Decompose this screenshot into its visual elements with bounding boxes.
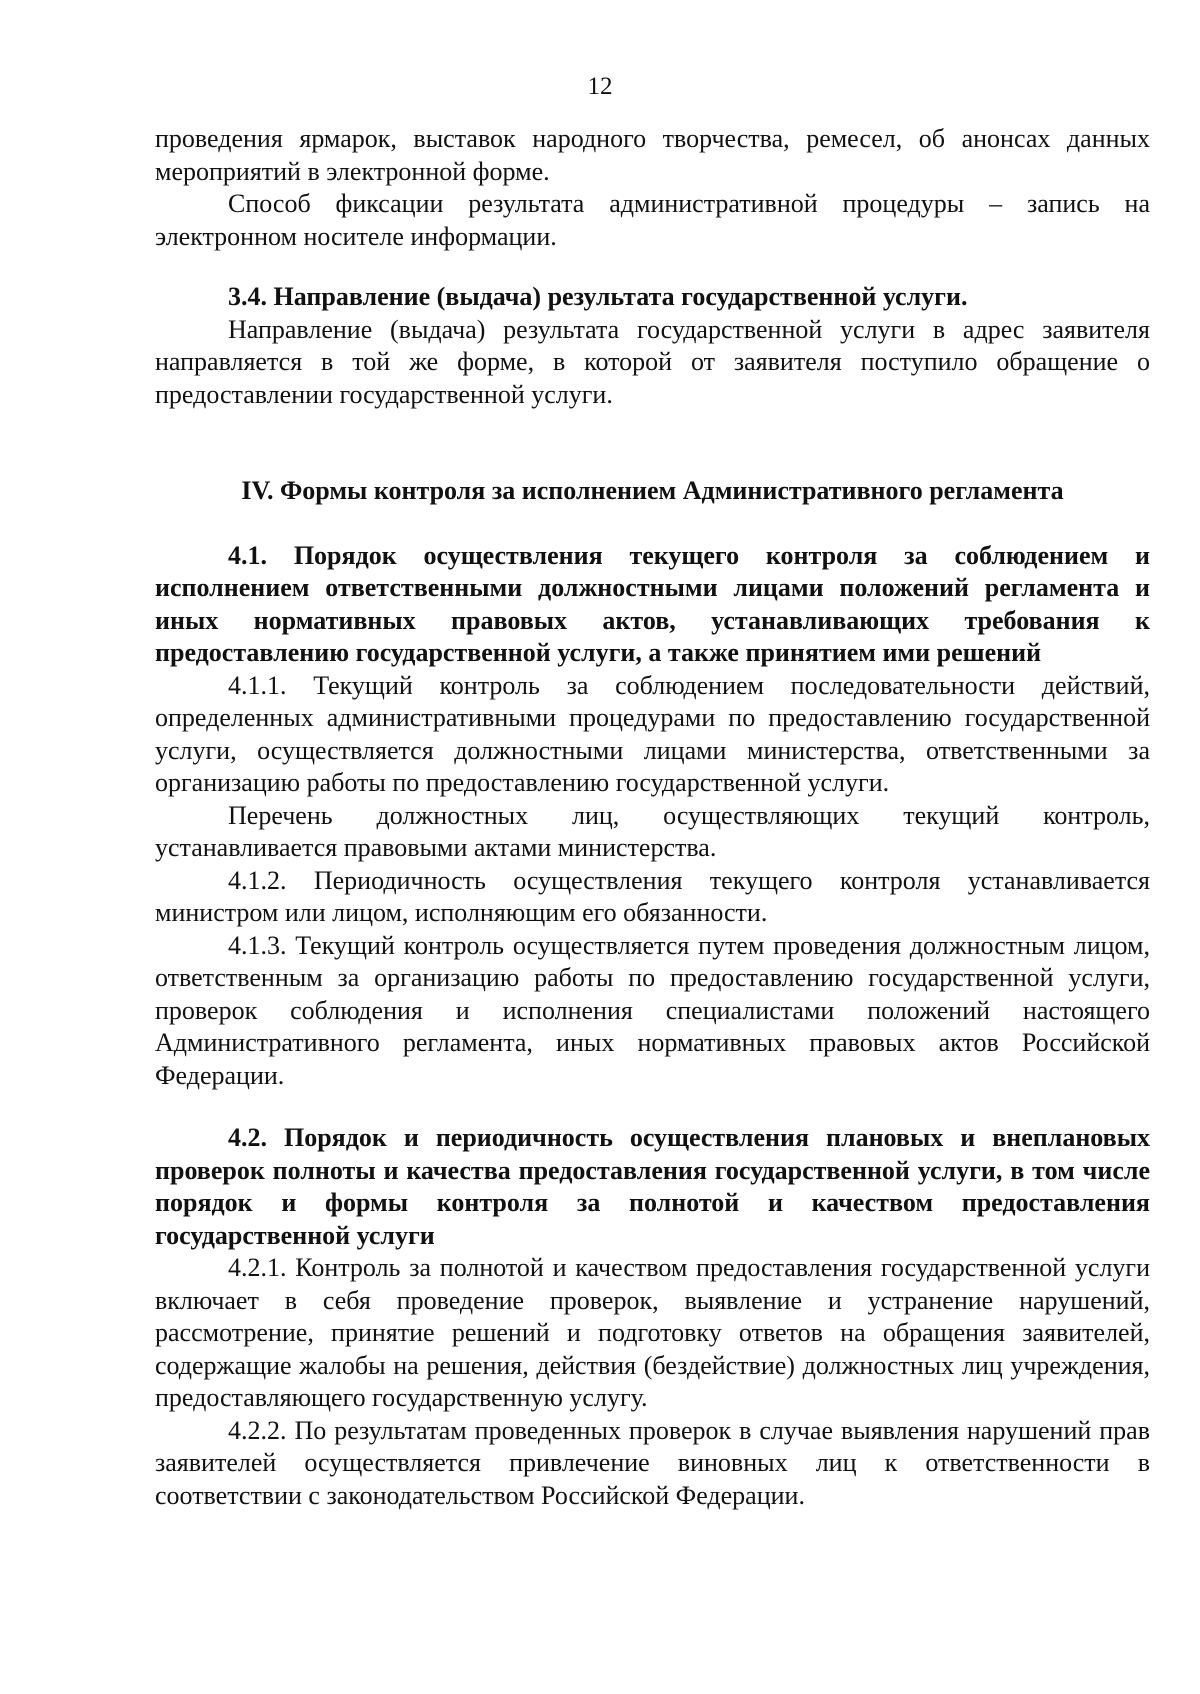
section-heading-3-4: 3.4. Направление (выдача) результата государственной услуги. <box>228 282 968 311</box>
paragraph-4-1-2: 4.1.2. Периодичность осуществления текущего контроля устанавливается министром или лицом, исполняющим его обязанности. <box>155 865 1150 927</box>
section-heading-4-1: 4.1. Порядок осуществления текущего контроля за соблюдением и исполнением ответственными должностными лицами положений регламента и иных нормативных правовых актов, устанавливающих требования к предоставлению государственной услуги, а также принятием ими решений <box>155 540 1150 667</box>
paragraph-officials-list: Перечень должностных лиц, осуществляющих текущий контроль, устанавливается правовыми актами министерства. <box>155 800 1150 862</box>
paragraph-4-2-2: 4.2.2. По результатам проведенных проверок в случае выявления нарушений прав заявителей осуществляется привлечение виновных лиц к ответственности в соответствии с законодательством Российской Федерации. <box>155 1415 1150 1510</box>
paragraph-4-1-3: 4.1.3. Текущий контроль осуществляется путем проведения должностным лицом, ответственным за организацию работы по предоставлению государственной услуги, проверок соблюдения и исполнения специалистами положений настоящего Административного регламента, иных нормативных правовых актов Российской Федерации. <box>155 930 1150 1090</box>
document-body <box>155 123 1150 1512</box>
chapter-heading-iv: IV. Формы контроля за исполнением Административного регламента <box>241 476 1064 505</box>
paragraph-4-1-1: 4.1.1. Текущий контроль за соблюдением последовательности действий, определенных административными процедурами по предоставлению государственной услуги, осуществляется должностными лицами министерства, ответственными за организацию работы по предоставлению государственной услуги. <box>155 670 1150 797</box>
page-number: 12 <box>587 73 613 100</box>
paragraph-result-delivery: Направление (выдача) результата государственной услуги в адрес заявителя направляется в той же форме, в которой от заявителя поступило обращение о предоставлении государственной услуги. <box>155 314 1150 409</box>
paragraph-4-2-1: 4.2.1. Контроль за полнотой и качеством предоставления государственной услуги включает в себя проведение проверок, выявление и устранение нарушений, рассмотрение, принятие решений и подготовку ответов на обращения заявителей, содержащие жалобы на решения, действия (бездействие) должностных лиц учреждения, предоставляющего государственную услугу. <box>155 1253 1150 1412</box>
paragraph-fixation-method: Способ фиксации результата административной процедуры – запись на электронном носителе информации. <box>155 189 1150 251</box>
section-heading-4-2: 4.2. Порядок и периодичность осуществления плановых и внеплановых проверок полноты и качества предоставления государственной услуги, в том числе порядок и формы контроля за полнотой и качеством предоставления государственной услуги <box>155 1123 1150 1250</box>
paragraph-continuation: проведения ярмарок, выставок народного творчества, ремесел, об анонсах данных мероприятий в электронной форме. <box>155 124 1150 186</box>
